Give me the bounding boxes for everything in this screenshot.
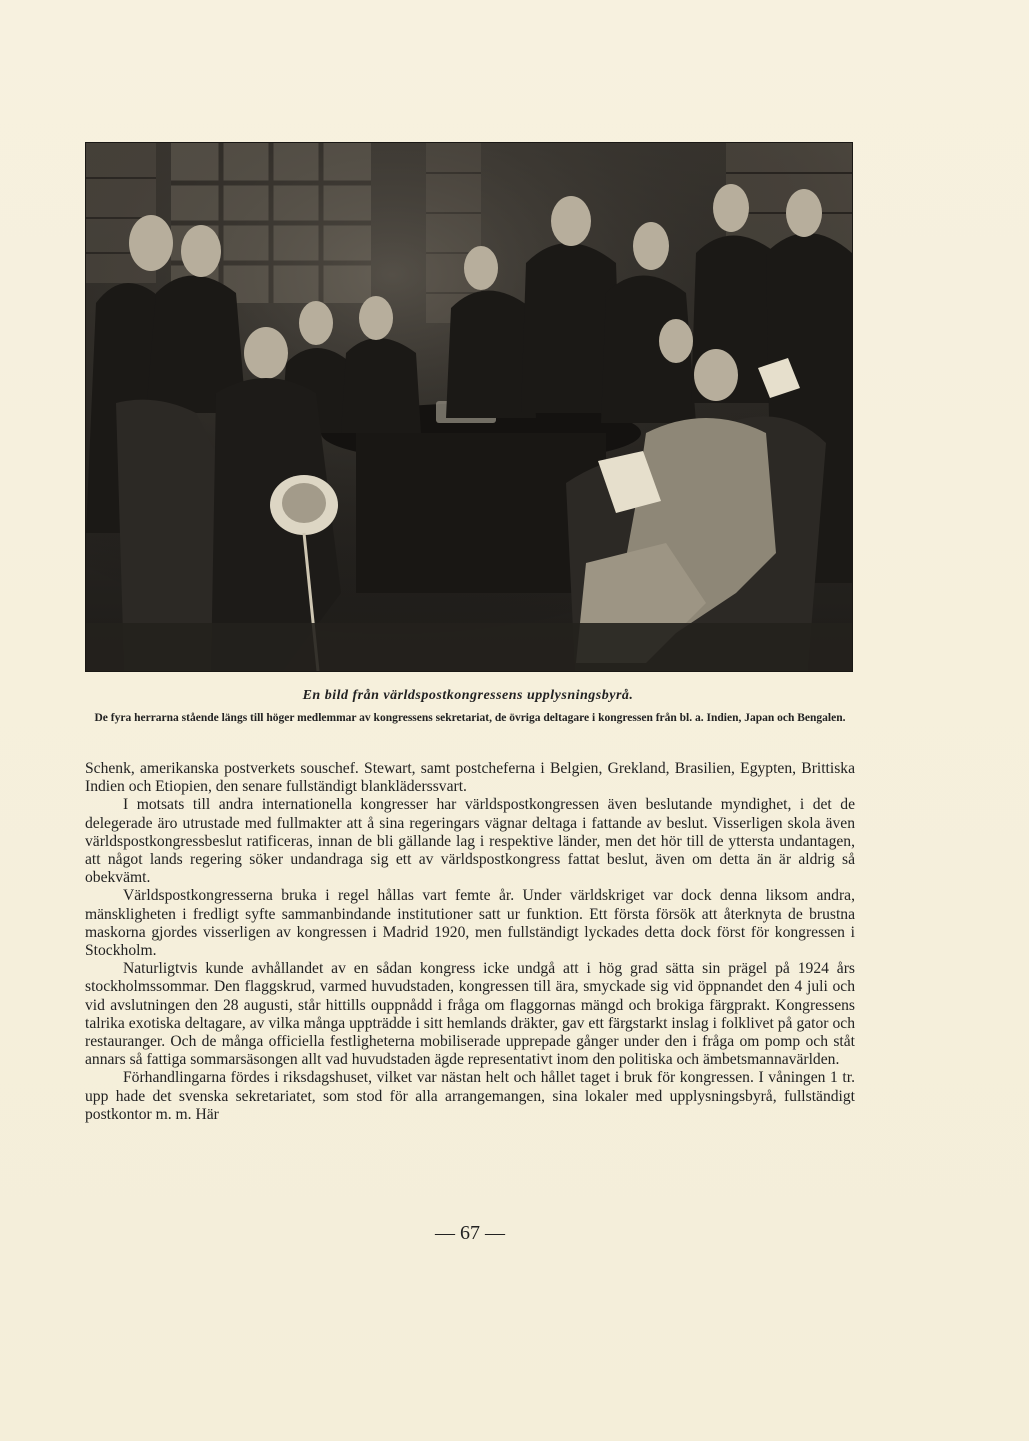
paragraph-1: Schenk, amerikanska postverkets souschef. Stewart, samt postcheferna i Belgien, Grekland, Brasilien, Egypten, Brittiska Indien och Etiopien, den senare fullständigt blankläderssvart. [85, 760, 855, 796]
photo-caption-title: En bild från världspostkongressens upplysningsbyrå. [302, 688, 634, 703]
paragraph-2: I motsats till andra internationella kongresser har världspostkongressen även beslutande myndighet, i det de delegerade äro utrustade med fullmakter att å sina regeringars vägnar deltaga i fattande av beslut. Visserligen skola även världspostkongressbeslut ratificeras, innan de bli gällande lag i respektive länder, men det hör till de yttersta undantagen, att något lands regering söker undandraga sig ett av världspostkongress fattat beslut, även om detta än är aldrig så obekvämt. [85, 796, 855, 887]
photo-caption-text: De fyra herrarna stående längs till höger medlemmar av kongressens sekretariat, de övriga deltagare i kongressen från bl. a. Indien, Japan och Bengalen. [94, 712, 846, 724]
paragraph-5: Förhandlingarna fördes i riksdagshuset, vilket var nästan helt och hållet taget i bruk för kongressen. I våningen 1 tr. upp hade det svenska sekretariatet, som stod för alla arrangemangen, sina lokaler med upplysningsbyrå, fullständigt postkontor m. m. Här [85, 1069, 855, 1123]
group-photograph [85, 142, 853, 672]
page-number: — 67 — [435, 1222, 505, 1244]
article-body [85, 760, 855, 1124]
paragraph-3: Världspostkongresserna bruka i regel hållas vart femte år. Under världskriget var dock denna liksom andra, mänskligheten i fredligt syfte sammanbindande institutioner satt ur funktion. Ett första försök att återknyta de brustna maskorna gjordes visserligen av kongressen i Madrid 1920, men fullständigt lyckades detta dock först för kongressen i Stockholm. [85, 887, 855, 960]
paragraph-4: Naturligtvis kunde avhållandet av en sådan kongress icke undgå att i hög grad sätta sin prägel på 1924 års stockholmssommar. Den flaggskrud, varmed huvudstaden, kongressen till ära, smyckade sig vid öppnandet den 4 juli och vid avslutningen den 28 augusti, står hittills ouppnådd i fråga om flaggornas mängd och brokiga färgprakt. Kongressens talrika exotiska deltagare, av vilka många uppträdde i sitt hemlands dräkter, gav ett färgstarkt inslag i folklivet på gator och restauranger. Och de många officiella festligheterna mobiliserade upprepade gånger under den i fråga om pomp och ståt annars så fattiga sommarsäsongen allt vad huvudstaden ägde representativt inom den politiska och ämbetsmannavärlden. [85, 960, 855, 1069]
group-photograph-icon [86, 143, 852, 671]
